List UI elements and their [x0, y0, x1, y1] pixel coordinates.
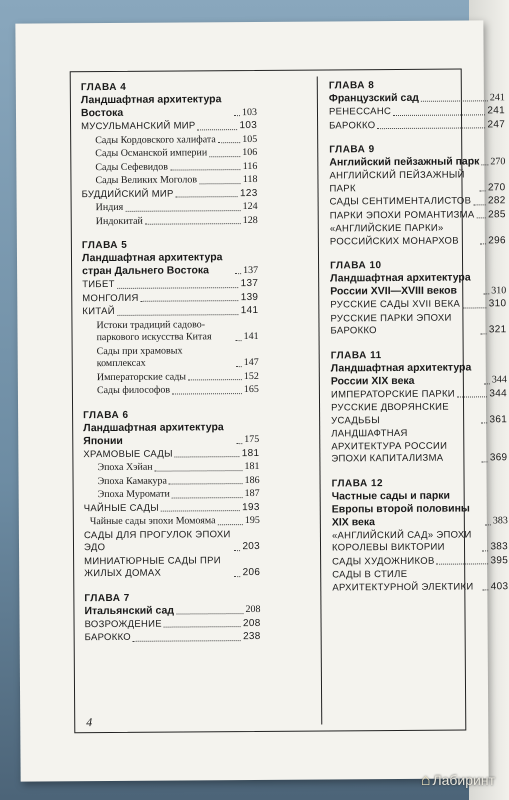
page-number: 4 — [86, 715, 93, 730]
toc-entry — [330, 195, 506, 209]
toc-entry — [330, 298, 506, 312]
toc-entry — [82, 305, 258, 319]
dot-leader — [481, 164, 488, 165]
entry-title: ХРАМОВЫЕ САДЫ — [83, 448, 173, 460]
page-ref: 137 — [243, 264, 259, 276]
chapter-title: Ландшафтная архитектура Востока — [80, 93, 222, 120]
entry-title: Индокитай — [95, 215, 143, 227]
chapter-label: ГЛАВА 7 — [84, 592, 130, 604]
entry-title: АНГЛИЙСКИЙ ПЕЙЗАЖНЫЙ ПАРК — [329, 169, 465, 194]
dot-leader — [188, 379, 242, 380]
chapter-title-row — [82, 251, 258, 278]
dot-leader — [482, 461, 488, 462]
toc-left-column — [81, 81, 261, 657]
dot-leader — [176, 196, 238, 197]
page-ref: 395 — [490, 554, 509, 566]
page-ref: 137 — [240, 277, 259, 290]
page-ref: 116 — [242, 160, 258, 172]
dot-leader — [141, 300, 239, 302]
page-ref: 128 — [242, 214, 258, 226]
dot-leader — [236, 443, 242, 444]
page-ref: 141 — [240, 304, 259, 317]
toc-page — [15, 20, 509, 781]
toc-chapter — [84, 591, 260, 644]
page-ref: 403 — [490, 580, 509, 592]
dot-leader — [480, 243, 486, 244]
toc-entry — [332, 529, 508, 555]
dot-leader — [199, 183, 241, 184]
entry-title: Эпоха Камакура — [97, 475, 167, 487]
dot-leader — [117, 314, 239, 316]
chapter-title: Французский сад — [328, 91, 420, 105]
entry-title: БАРОККО — [329, 119, 376, 131]
dot-leader — [164, 626, 241, 628]
toc-entry — [84, 488, 260, 502]
entry-title: Эпоха Хэйан — [97, 461, 153, 474]
toc-entry — [82, 318, 258, 344]
chapter-label: ГЛАВА 11 — [330, 349, 382, 361]
dot-leader — [483, 293, 489, 294]
dot-leader — [484, 383, 490, 384]
entry-title: ТИБЕТ — [82, 278, 115, 291]
toc-entry — [83, 384, 259, 398]
dot-leader — [485, 524, 491, 525]
page-ref: 187 — [244, 487, 260, 500]
chapter-title-row — [329, 155, 505, 169]
entry-title: РЕНЕССАНС — [328, 106, 392, 118]
dot-leader — [482, 422, 488, 423]
dot-leader — [161, 510, 240, 512]
page-ref: 361 — [489, 413, 508, 425]
page-ref: 285 — [488, 208, 506, 220]
entry-title: МОНГОЛИЯ — [82, 292, 139, 304]
entry-title: «АНГЛИЙСКИЕ ПАРКИ» РОССИЙСКИХ МОНАРХОВ — [329, 222, 459, 247]
toc-frame — [70, 69, 509, 734]
dot-leader — [133, 640, 241, 642]
toc-entry — [84, 474, 260, 488]
page-ref: 165 — [243, 383, 259, 396]
entry-title: ВОЗРОЖДЕНИЕ — [84, 618, 162, 630]
dot-leader — [235, 576, 241, 577]
dot-leader — [218, 142, 240, 143]
page-ref: 270 — [490, 155, 506, 167]
dot-leader — [234, 115, 240, 116]
entry-title: Индия — [95, 201, 124, 214]
page-ref: 175 — [244, 433, 260, 446]
entry-title: Сады философов — [96, 384, 171, 397]
toc-entry — [329, 169, 505, 195]
entry-title: РУССКИЕ САДЫ XVII ВЕКА — [330, 298, 461, 311]
dot-leader — [209, 156, 240, 157]
entry-title: ЛАНДШАФТНАЯ АРХИТЕКТУРА РОССИИ ЭПОХИ КАПИТАЛИЗМА — [331, 427, 448, 465]
entry-title: БУДДИЙСКИЙ МИР — [81, 188, 174, 200]
toc-entry — [83, 461, 259, 475]
chapter-title: Ландшафтная архитектура Японии — [83, 420, 224, 447]
entry-title: РУССКИЕ ДВОРЯНСКИЕ УСАДЬБЫ — [331, 401, 449, 426]
page-ref: 123 — [239, 187, 258, 199]
page-ref: 241 — [487, 105, 506, 117]
entry-title: САДЫ В СТИЛЕ АРХИТЕКТУРНОЙ ЭЛЕКТИКИ — [332, 568, 474, 593]
entry-title: Императорские сады — [96, 370, 187, 383]
toc-entry — [81, 133, 257, 147]
toc-chapter — [329, 79, 505, 132]
chapter-title-row — [332, 489, 508, 529]
dot-leader — [235, 273, 241, 274]
dot-leader — [234, 550, 240, 551]
entry-title: МИНИАТЮРНЫЕ САДЫ ПРИ ЖИЛЫХ ДОМАХ — [84, 554, 221, 580]
entry-title: БАРОККО — [84, 631, 132, 644]
dot-leader — [155, 470, 243, 472]
toc-entry — [330, 209, 506, 223]
page-ref: 344 — [489, 387, 507, 399]
dot-leader — [477, 217, 487, 218]
chapter-label: ГЛАВА 6 — [83, 409, 129, 421]
entry-title: РУССКИЕ ПАРКИ ЭПОХИ БАРОККО — [330, 312, 452, 337]
page-ref: 118 — [242, 173, 258, 186]
entry-title: Сады Османской империи — [95, 147, 208, 160]
dot-leader — [457, 396, 487, 397]
toc-entry — [84, 501, 260, 515]
entry-title: ПАРКИ ЭПОХИ РОМАНТИЗМА — [329, 208, 475, 221]
labirint-logo-icon: ⌂ — [420, 772, 431, 789]
toc-entry — [331, 401, 507, 427]
page-ref: 206 — [242, 566, 261, 579]
entry-title: Сады при храмовых комплексах — [96, 344, 183, 370]
page-ref: 193 — [242, 501, 260, 513]
toc-entry — [332, 568, 508, 594]
chapter-label: ГЛАВА 12 — [331, 477, 384, 489]
toc-entry — [330, 312, 506, 338]
page-ref: 369 — [489, 452, 508, 464]
chapter-title-row — [83, 420, 259, 447]
page-ref: 241 — [489, 91, 505, 103]
page-ref: 344 — [491, 374, 507, 386]
chapter-title-row — [81, 93, 257, 120]
toc-entry — [330, 222, 506, 248]
toc-entry — [85, 631, 261, 645]
dot-leader — [170, 169, 241, 170]
toc-entry — [332, 555, 508, 569]
page-ref: 321 — [488, 324, 507, 336]
toc-chapter — [331, 349, 508, 466]
toc-entry — [82, 214, 258, 228]
entry-title: МУСУЛЬМАНСКИЙ МИР — [81, 120, 196, 133]
page-ref: 181 — [241, 447, 260, 459]
page-ref: 247 — [487, 118, 506, 130]
entry-title: Истоки традиций садово-паркового искусства Китая — [96, 318, 212, 344]
toc-chapter — [332, 477, 509, 595]
toc-entry — [84, 554, 260, 580]
page-ref: 124 — [242, 200, 258, 213]
toc-entry — [81, 147, 257, 161]
page-ref: 139 — [240, 291, 259, 303]
dot-leader — [176, 613, 243, 614]
dot-leader — [117, 287, 239, 289]
entry-title: Чайные сады эпохи Момояма — [89, 515, 216, 528]
chapter-title-row — [84, 603, 260, 617]
toc-entry — [331, 427, 507, 466]
chapter-title-row — [330, 271, 506, 298]
entry-title: ИМПЕРАТОРСКИЕ ПАРКИ — [330, 388, 455, 400]
entry-title: САДЫ ХУДОЖНИКОВ — [332, 555, 435, 567]
dot-leader — [145, 223, 241, 225]
dot-leader — [481, 333, 487, 334]
chapter-title: Частные сады и парки Европы второй половины XIX века — [331, 489, 470, 528]
dot-leader — [462, 307, 487, 308]
entry-title: «АНГЛИЙСКИЙ САД» ЭПОХИ КОРОЛЕВЫ ВИКТОРИИ — [331, 528, 472, 554]
page-ref: 238 — [243, 630, 261, 643]
toc-entry — [81, 174, 257, 188]
dot-leader — [482, 550, 488, 551]
toc-entry — [331, 388, 507, 402]
entry-title: ЧАЙНЫЕ САДЫ — [83, 502, 159, 514]
chapter-title-row — [331, 361, 507, 388]
toc-entry — [81, 160, 257, 174]
dot-leader — [483, 589, 489, 590]
dot-leader — [198, 129, 238, 130]
toc-entry — [329, 119, 505, 133]
toc-entry — [82, 187, 258, 201]
page-ref: 208 — [242, 617, 261, 629]
page-ref: 270 — [487, 181, 506, 193]
page-ref: 186 — [244, 474, 260, 486]
toc-entry — [81, 120, 257, 134]
chapter-title: Ландшафтная архитектура России XIX века — [330, 360, 472, 387]
entry-title: САДЫ СЕНТИМЕНТАЛИСТОВ — [329, 195, 472, 208]
labirint-logo — [421, 772, 495, 790]
page-ref: 105 — [242, 133, 258, 145]
chapter-title-row — [329, 91, 505, 105]
toc-entry — [82, 201, 258, 215]
entry-title: Эпоха Муромати — [97, 488, 170, 501]
page-ref: 296 — [488, 234, 506, 246]
chapter-label: ГЛАВА 8 — [328, 80, 375, 92]
entry-title: Сады Сефевидов — [95, 161, 168, 173]
toc-entry — [84, 528, 260, 554]
page-ref: 147 — [243, 356, 259, 369]
chapter-title: Английский пейзажный парк — [329, 155, 480, 169]
chapter-title: Итальянский сад — [84, 604, 175, 617]
dot-leader — [236, 340, 242, 341]
dot-leader — [169, 483, 243, 485]
entry-title: САДЫ ДЛЯ ПРОГУЛОК ЭПОХИ ЭДО — [83, 528, 231, 554]
page-ref: 282 — [487, 195, 506, 207]
chapter-label: ГЛАВА 9 — [329, 144, 375, 156]
toc-chapter — [83, 408, 260, 580]
dot-leader — [218, 524, 243, 525]
chapter-label: ГЛАВА 5 — [81, 239, 128, 252]
toc-entry — [83, 344, 259, 370]
page-ref: 181 — [244, 460, 260, 473]
toc-entry — [84, 515, 260, 529]
entry-title: Сады Кордовского халифата — [95, 133, 216, 146]
dot-leader — [236, 366, 242, 367]
page-ref: 383 — [490, 541, 509, 553]
page-ref: 203 — [242, 540, 261, 553]
toc-entry — [329, 105, 505, 119]
column-divider — [317, 77, 323, 725]
toc-chapter — [329, 143, 506, 248]
dot-leader — [437, 563, 489, 564]
page-ref: 195 — [244, 514, 260, 527]
chapter-label: ГЛАВА 4 — [80, 81, 127, 94]
toc-entry — [82, 278, 258, 292]
toc-chapter — [81, 81, 258, 228]
toc-right-column — [329, 79, 509, 606]
toc-entry — [82, 291, 258, 305]
page-ref: 106 — [242, 146, 258, 159]
dot-leader — [393, 114, 485, 116]
page-ref: 310 — [488, 298, 507, 310]
toc-entry — [83, 370, 259, 384]
chapter-title: Ландшафтная архитектура стран Дальнего Востока — [81, 251, 223, 278]
page-ref: 103 — [239, 119, 258, 132]
toc-entry — [85, 617, 261, 631]
page-ref: 310 — [491, 284, 507, 296]
chapter-label: ГЛАВА 10 — [330, 260, 382, 272]
dot-leader — [175, 456, 240, 457]
dot-leader — [172, 393, 242, 394]
dot-leader — [125, 210, 240, 212]
logo-text: Лабиринт — [432, 772, 495, 788]
page-ref: 103 — [241, 106, 258, 118]
page-ref: 383 — [492, 515, 508, 527]
dot-leader — [421, 100, 488, 101]
page-ref: 152 — [243, 370, 259, 382]
chapter-title: Ландшафтная архитектура России XVII—XVIII веков — [330, 271, 471, 298]
dot-leader — [377, 127, 485, 129]
page-ref: 141 — [243, 330, 259, 343]
dot-leader — [480, 190, 486, 191]
dot-leader — [172, 497, 243, 498]
entry-title: Сады Великих Моголов — [95, 174, 198, 187]
dot-leader — [473, 204, 486, 205]
toc-chapter — [330, 259, 507, 338]
entry-title: КИТАЙ — [82, 305, 115, 318]
page-ref: 208 — [245, 603, 261, 616]
toc-chapter — [82, 239, 259, 398]
toc-entry — [83, 447, 259, 461]
